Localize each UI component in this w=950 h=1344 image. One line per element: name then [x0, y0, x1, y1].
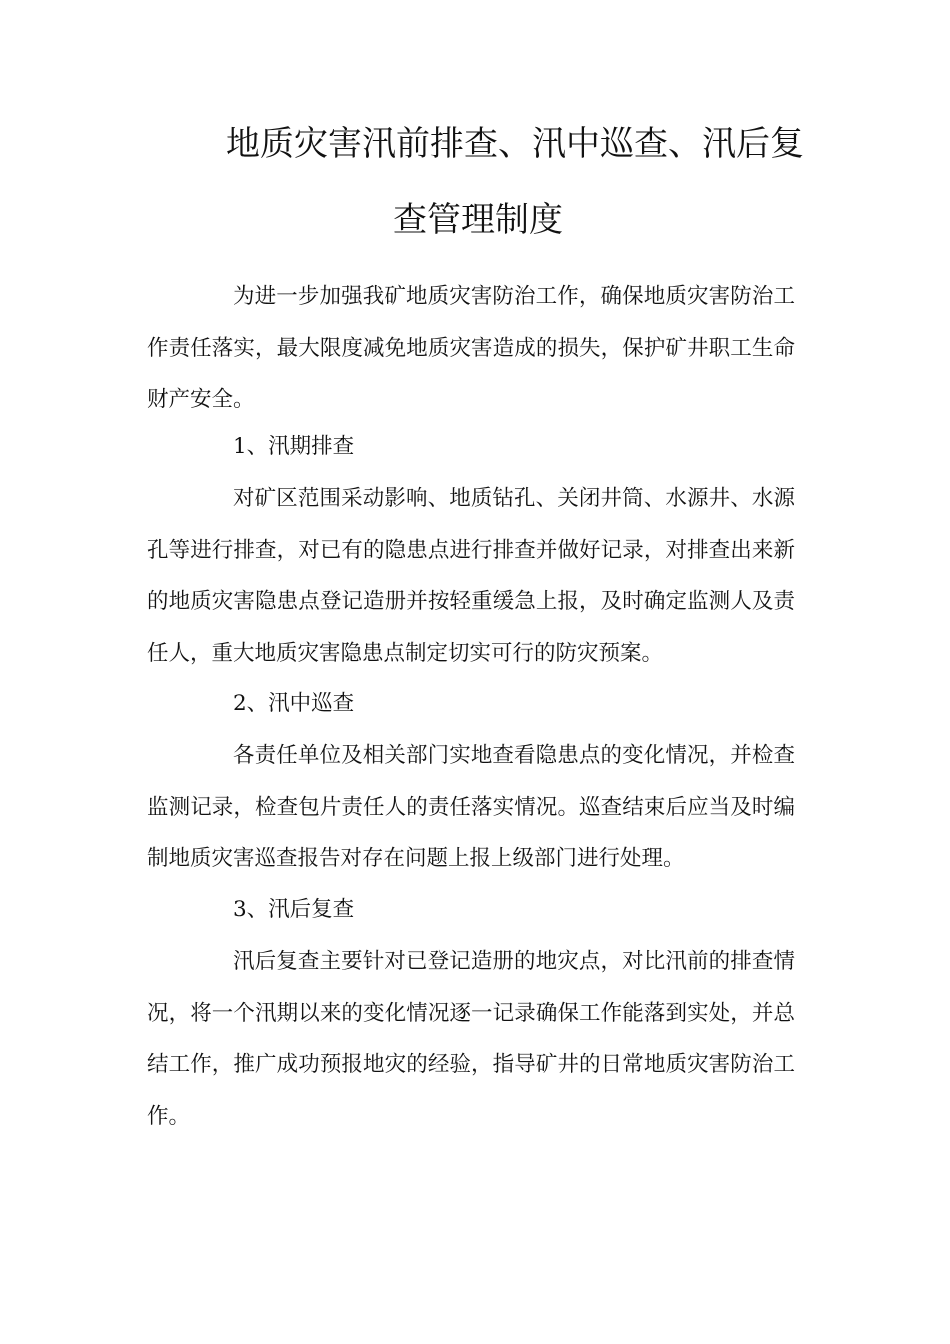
section-2-body	[147, 730, 795, 885]
section-1-heading-block	[147, 421, 795, 473]
document-title-line-1: 地质灾害汛前排查、汛中巡查、汛后复	[226, 124, 804, 164]
section-3-heading-block	[147, 884, 795, 936]
section-1-text: 对矿区范围采动影响、地质钻孔、关闭井筒、水源井、水源孔等进行排查，对已有的隐患点进行排查并做好记录，对排查出来新的地质灾害隐患点登记造册并按轻重缓急上报，及时确定监测人及责任人，重大地质灾害隐患点制定切实可行的防灾预案。	[147, 486, 795, 666]
section-2-text: 各责任单位及相关部门实地查看隐患点的变化情况，并检查监测记录，检查包片责任人的责任落实情况。巡查结束后应当及时编制地质灾害巡查报告对存在问题上报上级部门进行处理。	[147, 743, 795, 871]
intro-text: 为进一步加强我矿地质灾害防治工作，确保地质灾害防治工作责任落实，最大限度减免地质灾害造成的损失，保护矿井职工生命财产安全。	[147, 284, 795, 412]
document-title-line-2: 查管理制度	[393, 200, 563, 240]
section-2-heading: 2、汛中巡查	[233, 691, 355, 716]
intro-paragraph	[147, 271, 795, 426]
section-2-heading-block	[147, 678, 795, 730]
section-1-body	[147, 473, 795, 679]
section-3-heading: 3、汛后复查	[233, 897, 355, 922]
section-3-text: 汛后复查主要针对已登记造册的地灾点，对比汛前的排查情况，将一个汛期以来的变化情况逐一记录确保工作能落到实处，并总结工作，推广成功预报地灾的经验，指导矿井的日常地质灾害防治工作。	[147, 949, 795, 1129]
section-3-body	[147, 936, 795, 1142]
section-1-heading: 1、汛期排查	[233, 434, 355, 459]
